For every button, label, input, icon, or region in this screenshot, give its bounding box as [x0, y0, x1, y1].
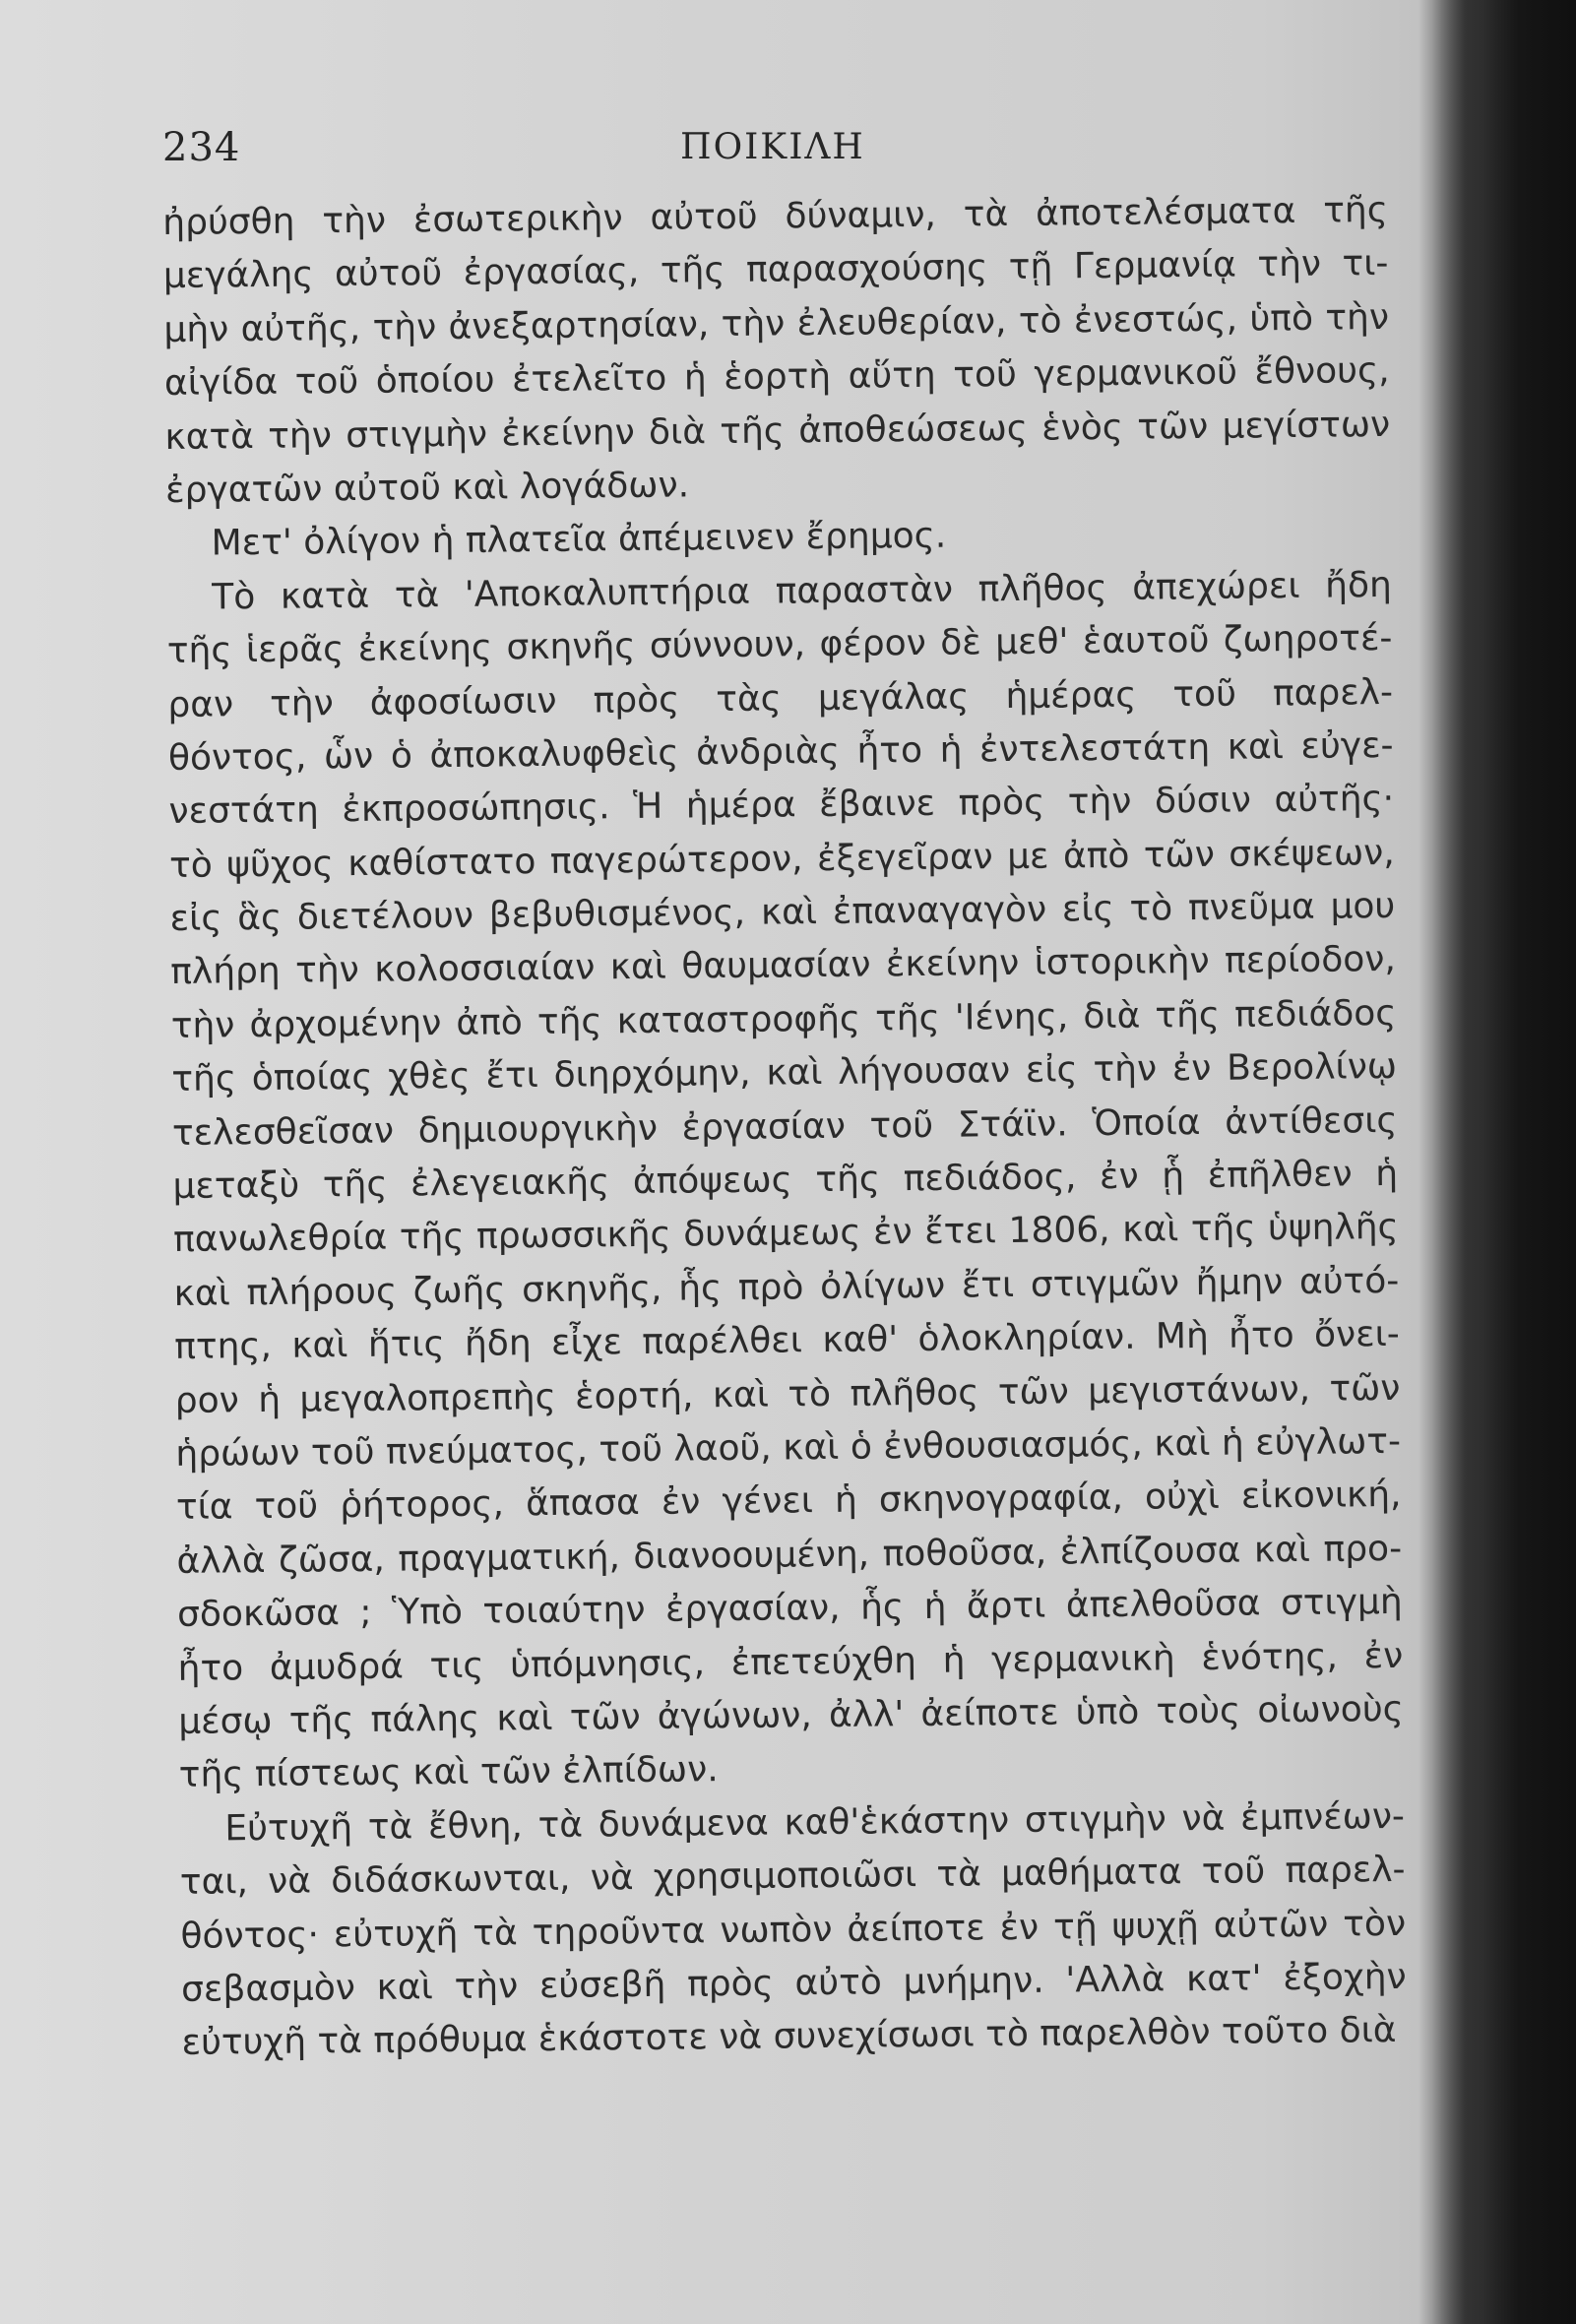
text-line: τία τοῦ ῥήτορος, ἅπασα ἐν γένει ἡ σκηνογραφία, οὐχὶ εἰκονική,	[175, 1475, 1402, 1529]
text-line: κατὰ τὴν στιγμὴν ἐκείνην διὰ τῆς ἀποθεώσεως ἑνὸς τῶν μεγίστων	[164, 404, 1391, 458]
text-line: μεγάλης αὐτοῦ ἐργασίας, τῆς παρασχούσης τῇ Γερμανίᾳ τὴν τι-	[162, 243, 1389, 297]
book-spine-shadow	[1432, 0, 1576, 2324]
text-line: θόντος, ὧν ὁ ἀποκαλυφθεὶς ἀνδριὰς ἦτο ἡ ἐντελεστάτη καὶ εὐγε-	[167, 724, 1394, 779]
text-line: πλήρη τὴν κολοσσιαίαν καὶ θαυμασίαν ἐκείνην ἱστορικὴν περίοδον,	[170, 939, 1397, 993]
text-line: σεβασμὸν καὶ τὴν εὐσεβῆ πρὸς αὐτὸ μνήμην. 'Αλλὰ κατ' ἐξοχὴν	[180, 1956, 1407, 2010]
text-line: ἠρύσθη τὴν ἐσωτερικὴν αὐτοῦ δύναμιν, τὰ ἀποτελέσματα τῆς	[162, 189, 1389, 243]
text-line: θόντος· εὐτυχῆ τὰ τηροῦντα νωπὸν ἀείποτε ἐν τῇ ψυχῇ αὐτῶν τὸν	[180, 1903, 1407, 1957]
text-line: ἦτο ἀμυδρά τις ὑπόμνησις, ἐπετεύχθη ἡ γερμανικὴ ἑνότης, ἐν	[177, 1635, 1404, 1689]
running-title: ΠΟΙΚΙΛΗ	[680, 127, 865, 167]
text-line: αἰγίδα τοῦ ὁποίου ἐτελεῖτο ἡ ἑορτὴ αὕτη τοῦ γερμανικοῦ ἔθνους,	[163, 350, 1390, 405]
text-line: ται, νὰ διδάσκωνται, νὰ χρησιμοποιῶσι τὰ μαθήματα τοῦ παρελ-	[179, 1849, 1406, 1904]
text-line: εἰς ἃς διετέλουν βεβυθισμένος, καὶ ἐπαναγαγὸν εἰς τὸ πνεῦμα μου	[169, 886, 1396, 940]
text-line: Εὐτυχῆ τὰ ἔθνη, τὰ δυνάμενα καθ'ἑκάστην στιγμὴν νὰ ἐμπνέων-	[224, 1795, 1406, 1850]
text-line: μέσῳ τῆς πάλης καὶ τῶν ἀγώνων, ἀλλ' ἀείποτε ὑπὸ τοὺς οἰωνοὺς	[178, 1688, 1405, 1742]
page-header	[162, 118, 1383, 177]
text-line: ἀλλὰ ζῶσα, πραγματική, διανοουμένη, ποθοῦσα, ἐλπίζουσα καὶ προ-	[176, 1528, 1403, 1582]
text-line: καὶ πλήρους ζωῆς σκηνῆς, ἧς πρὸ ὀλίγων ἔτι στιγμῶν ἤμην αὐτό-	[173, 1260, 1400, 1314]
text-line: τῆς πίστεως καὶ τῶν ἐλπίδων.	[178, 1749, 719, 1796]
page-number: 234	[162, 125, 241, 170]
text-line: τὸ ψῦχος καθίστατο παγερώτερον, ἐξεγεῖραν με ἀπὸ τῶν σκέψεων,	[168, 832, 1395, 886]
text-line: τελεσθεῖσαν δημιουργικὴν ἐργασίαν τοῦ Στάϊν. Ὁποία ἀντίθεσις	[171, 1099, 1398, 1154]
text-line: ἡρώων τοῦ πνεύματος, τοῦ λαοῦ, καὶ ὁ ἐνθουσιασμός, καὶ ἡ εὐγλωτ-	[175, 1420, 1402, 1475]
text-line: Τὸ κατὰ τὰ 'Αποκαλυπτήρια παραστὰν πλῆθος ἀπεχώρει ἤδη	[212, 564, 1393, 618]
text-line: τὴν ἀρχομένην ἀπὸ τῆς καταστροφῆς τῆς 'Ιένης, διὰ τῆς πεδιάδος	[170, 992, 1397, 1046]
text-line: μεταξὺ τῆς ἐλεγειακῆς ἀπόψεως τῆς πεδιάδος, ἐν ᾗ ἐπῆλθεν ἡ	[172, 1153, 1399, 1207]
text-line: μὴν αὐτῆς, τὴν ἀνεξαρτησίαν, τὴν ἐλευθερίαν, τὸ ἐνεστώς, ὑπὸ τὴν	[163, 296, 1390, 350]
text-line: εὐτυχῆ τὰ πρόθυμα ἑκάστοτε νὰ συνεχίσωσι τὸ παρελθὸν τοῦτο διὰ	[181, 2010, 1397, 2064]
text-line: πανωλεθρία τῆς πρωσσικῆς δυνάμεως ἐν ἔτει 1806, καὶ τῆς ὑψηλῆς	[172, 1207, 1399, 1261]
text-line: σδοκῶσα ; Ὑπὸ τοιαύτην ἐργασίαν, ἧς ἡ ἄρτι ἀπελθοῦσα στιγμὴ	[176, 1582, 1403, 1636]
text-line: Μετ' ὀλίγον ἡ πλατεῖα ἀπέμεινεν ἔρημος.	[211, 516, 947, 564]
text-line: ἐργατῶν αὐτοῦ καὶ λογάδων.	[164, 465, 690, 511]
text-line: πτης, καὶ ἥτις ἤδη εἶχε παρέλθει καθ' ὁλοκληρίαν. Μὴ ἦτο ὄνει-	[174, 1314, 1401, 1368]
body-text	[162, 184, 1408, 2071]
text-line: τῆς ἱερᾶς ἐκείνης σκηνῆς σύννουν, φέρον δὲ μεθ' ἑαυτοῦ ζωηροτέ-	[166, 618, 1393, 672]
text-line: νεστάτη ἐκπροσώπησις. Ἡ ἡμέρα ἔβαινε πρὸς τὴν δύσιν αὐτῆς·	[168, 779, 1395, 833]
text-line: ραν τὴν ἀφοσίωσιν πρὸς τὰς μεγάλας ἡμέρας τοῦ παρελ-	[167, 671, 1394, 725]
text-line: ρον ἡ μεγαλοπρεπὴς ἑορτή, καὶ τὸ πλῆθος τῶν μεγιστάνων, τῶν	[174, 1367, 1401, 1421]
text-line: τῆς ὁποίας χθὲς ἔτι διηρχόμην, καὶ λήγουσαν εἰς τὴν ἐν Βερολίνῳ	[171, 1046, 1398, 1100]
